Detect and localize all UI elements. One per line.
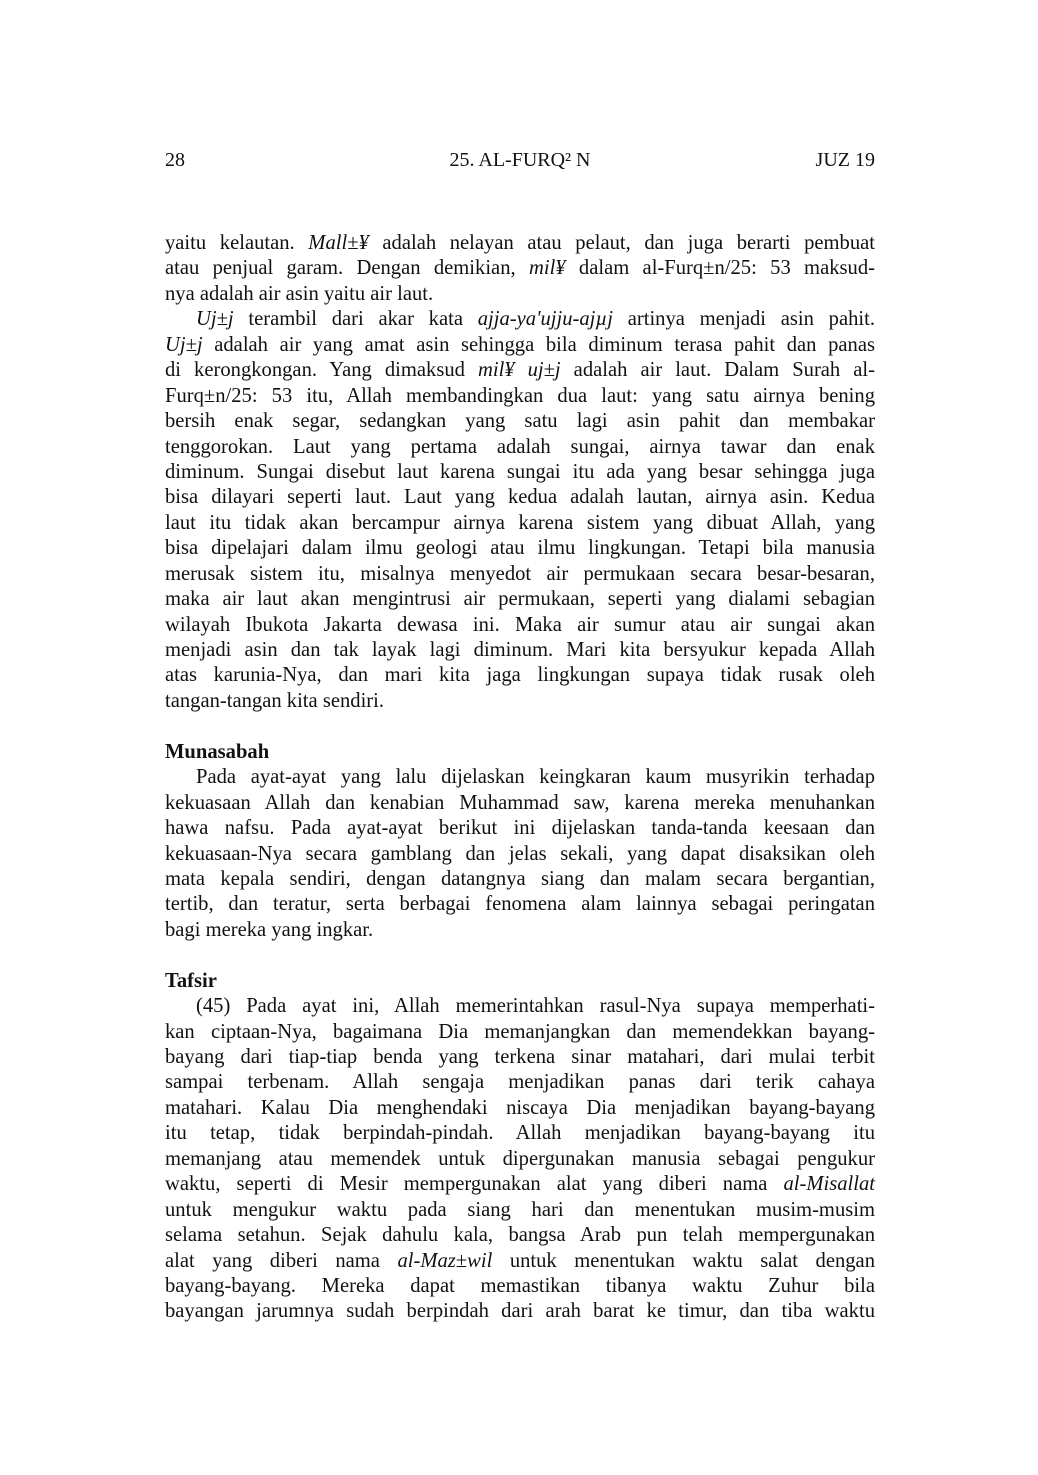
section-gap (165, 714, 875, 739)
text-run: dalam al-Furq±n/25: 53 maksud- (565, 257, 875, 280)
text-line (165, 791, 875, 816)
text-run: bayangan jarumnya sudah berpindah dari arah barat ke timur, dan tiba waktu (165, 1300, 875, 1323)
text-line (165, 256, 875, 281)
paragraph-tafsir (165, 994, 875, 1325)
text-run: (45) Pada ayat ini, Allah memerintahkan rasul-Nya supaya memperhati- (196, 995, 875, 1018)
text-run: tertib, dan teratur, serta berbagai fenomena alam lainnya sebagai peringatan (165, 893, 875, 916)
text-run: diminum. Sungai disebut laut karena sungai itu ada yang besar sehingga juga (165, 460, 875, 483)
page-number: 28 (165, 149, 185, 171)
italic-term: al-Maz±wil (397, 1249, 493, 1272)
text-run: maka air laut akan mengintrusi air permukaan, seperti yang dialami sebagian (165, 588, 875, 611)
text-line (165, 613, 875, 638)
italic-term: mil¥ uj±j (477, 359, 561, 382)
text-line (165, 1147, 875, 1172)
text-line (165, 1249, 875, 1274)
text-line (165, 918, 875, 943)
text-run: yaitu kelautan. (165, 232, 309, 254)
section-heading-munasabah: Munasabah (165, 740, 270, 763)
text-line (165, 587, 875, 612)
paragraph-munasabah (165, 765, 875, 943)
text-line (165, 638, 875, 663)
italic-term: j (607, 308, 613, 331)
text-run: bersih enak segar, sedangkan yang satu lagi asin pahit dan membakar (165, 410, 875, 433)
text-line (165, 1121, 875, 1146)
text-line (165, 1274, 875, 1299)
text-line (165, 409, 875, 434)
text-run: adalah air yang amat asin sehingga bila diminum terasa pahit dan panas (202, 333, 875, 356)
italic-term: Uj±j (165, 333, 203, 356)
text-line (165, 435, 875, 460)
text-run: selama setahun. Sejak dahulu kala, bangsa Arab pun telah mempergunakan (165, 1224, 875, 1247)
text-line (165, 689, 875, 714)
text-line (165, 562, 875, 587)
text-run: menjadi asin dan tak layak lagi diminum. Mari kita bersyukur kepada Allah (165, 639, 875, 661)
text-line (165, 485, 875, 510)
text-run: kekuasaan-Nya secara gamblang dan jelas sekali, yang dapat disaksikan oleh (165, 842, 875, 865)
text-run: tenggorokan. Laut yang pertama adalah sungai, airnya tawar dan enak (165, 435, 875, 458)
text-run: kekuasaan Allah dan kenabian Muhammad saw, karena mereka menuhankan (165, 791, 875, 814)
italic-term: ajja-ya'ujju-aj (477, 308, 596, 331)
text-run: untuk mengukur waktu pada siang hari dan menentukan musim-musim (165, 1198, 875, 1221)
text-line (165, 765, 875, 790)
text-line (165, 1299, 875, 1324)
text-run: terambil dari akar kata (233, 308, 478, 331)
text-run: artinya menjadi asin pahit. (613, 308, 875, 331)
text-line (165, 1020, 875, 1045)
text-run: waktu, seperti di Mesir mempergunakan alat yang diberi nama (165, 1173, 784, 1196)
text-run: memanjang atau memendek untuk dipergunakan manusia sebagai pengukur (165, 1147, 875, 1170)
text-run: merusak sistem itu, misalnya menyedot air permukaan secara besar-besaran, (165, 562, 875, 585)
text-run: alat yang diberi nama (165, 1249, 398, 1272)
text-run: di kerongkongan. Yang dimaksud (165, 359, 478, 382)
text-line (165, 282, 875, 307)
text-line (165, 1045, 875, 1070)
text-line (165, 816, 875, 841)
text-line (165, 358, 875, 383)
italic-term: µ (595, 308, 608, 331)
text-line (165, 333, 875, 358)
text-run: bayang-bayang. Mereka dapat memastikan tibanya waktu Zuhur bila (165, 1274, 875, 1297)
italic-term: Mall±¥ (308, 232, 369, 254)
text-run: Pada ayat-ayat yang lalu dijelaskan keingkaran kaum musyrikin terhadap (196, 766, 875, 789)
text-run: nya adalah air asin yaitu air laut. (165, 282, 434, 305)
text-run: atau penjual garam. Dengan demikian, (165, 257, 529, 280)
body-text (165, 231, 875, 1325)
text-line (165, 1198, 875, 1223)
text-line (165, 307, 875, 332)
text-run: Furq±n/25: 53 itu, Allah membandingkan dua laut: yang satu airnya bening (165, 384, 875, 407)
text-line (165, 1070, 875, 1095)
text-run: itu tetap, tidak berpindah-pindah. Allah menjadikan bayang-bayang itu (165, 1122, 875, 1145)
text-line (165, 1096, 875, 1121)
text-run: bagi mereka yang ingkar. (165, 918, 374, 941)
text-run: hawa nafsu. Pada ayat-ayat berikut ini dijelaskan tanda-tanda keesaan dan (165, 817, 875, 840)
text-run: bisa dipelajari dalam ilmu geologi atau ilmu lingkungan. Tetapi bila manusia (165, 537, 875, 560)
text-run: untuk menentukan waktu salat dengan (492, 1249, 875, 1272)
section-heading-tafsir: Tafsir (165, 969, 217, 992)
section-gap (165, 943, 875, 968)
text-run: adalah nelayan atau pelaut, dan juga berarti pembuat (368, 232, 875, 254)
text-run: bayang dari tiap-tiap benda yang terkena sinar matahari, dari mulai terbit (165, 1046, 875, 1068)
chapter-title: 25. AL-FURQ² N (449, 149, 591, 171)
text-run: matahari. Kalau Dia menghendaki niscaya Dia menjadikan bayang-bayang (165, 1096, 875, 1119)
text-line (165, 511, 875, 536)
juz-label: JUZ 19 (815, 149, 875, 171)
text-run: atas karunia-Nya, dan mari kita jaga lingkungan supaya tidak rusak oleh (165, 664, 875, 687)
text-line (165, 536, 875, 561)
text-line (165, 842, 875, 867)
text-line (165, 1172, 875, 1197)
running-header (165, 146, 875, 174)
text-run: laut itu tidak akan bercampur airnya karena sistem yang dibuat Allah, yang (165, 511, 875, 534)
text-run: kan ciptaan-Nya, bagaimana Dia memanjangkan dan memendekkan bayang- (165, 1020, 875, 1043)
text-line (165, 994, 875, 1019)
text-run: adalah air laut. Dalam Surah al- (560, 359, 875, 382)
text-line (165, 663, 875, 688)
text-run: sampai terbenam. Allah sengaja menjadikan panas dari terik cahaya (165, 1071, 875, 1094)
text-line (165, 892, 875, 917)
text-line (165, 231, 875, 256)
italic-term: al-Misallat (783, 1173, 875, 1196)
text-line (165, 1223, 875, 1248)
italic-term: Uj±j (196, 308, 234, 331)
text-line (165, 384, 875, 409)
text-run: bisa dilayari seperti laut. Laut yang kedua adalah lautan, airnya asin. Kedua (165, 486, 875, 509)
text-line (165, 460, 875, 485)
paragraph-block-kelautan (165, 231, 875, 714)
text-line (165, 867, 875, 892)
text-run: mata kepala sendiri, dengan datangnya siang dan malam secara bergantian, (165, 867, 875, 890)
text-run: tangan-tangan kita sendiri. (165, 689, 385, 712)
text-run: wilayah Ibukota Jakarta dewasa ini. Maka air sumur atau air sungai akan (165, 613, 875, 636)
italic-term: mil¥ (528, 257, 566, 280)
